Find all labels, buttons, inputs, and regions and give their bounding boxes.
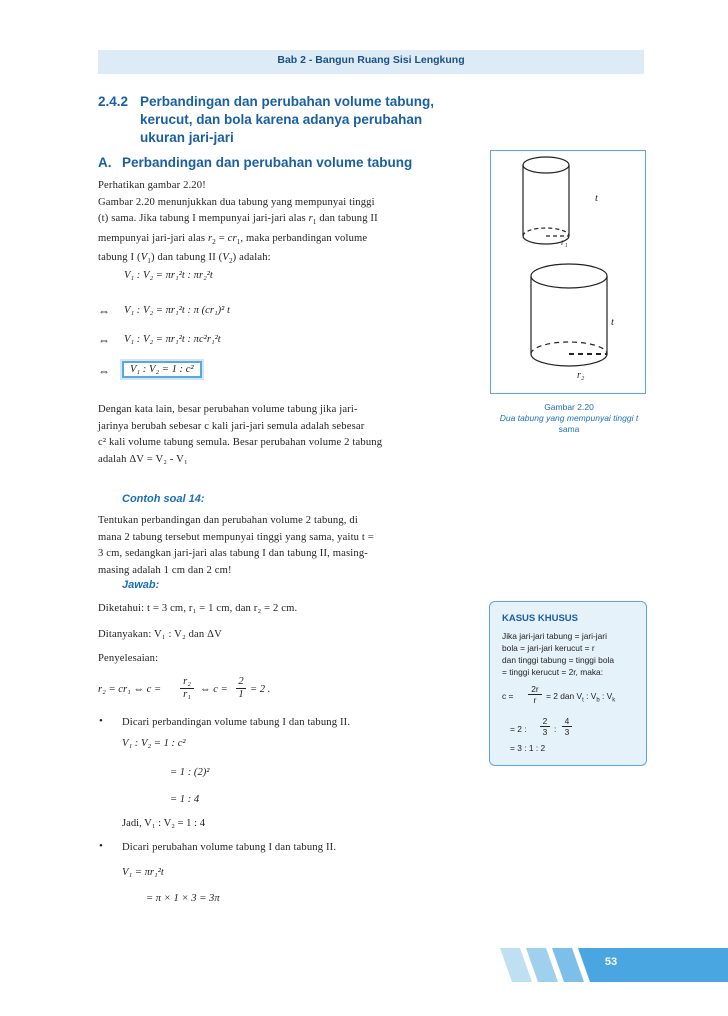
- special-case-frac-2-3: 2 3: [540, 716, 550, 737]
- derivation-result-box: V₁ : V₂ = 1 : c²: [122, 361, 202, 378]
- conclusion-line4: adalah ΔV = V₂ - V₁: [98, 453, 188, 465]
- bullet-1: •: [99, 715, 103, 727]
- relation-part-a: r₂ = cr₁ ⇔ c =: [98, 684, 162, 695]
- relation-part-b: ⇔ c =: [200, 684, 228, 695]
- figure-label-r1: r₁: [561, 237, 568, 247]
- iff-arrow-3: ⇔: [98, 364, 110, 378]
- section-title-line2: kerucut, dan bola karena adanya perubahan: [140, 112, 423, 127]
- special-case-ratio-final: = 3 : 1 : 2: [510, 743, 546, 753]
- figure-box: [490, 150, 646, 394]
- answer-title: Jawab:: [122, 579, 160, 591]
- page-number: 53: [604, 956, 618, 968]
- conclusion-line1: Dengan kata lain, besar perubahan volume tabung jika jari-: [98, 404, 358, 415]
- example-line1: Tentukan perbandingan dan perubahan volume 2 tabung, di: [98, 515, 358, 526]
- cylinders-illustration: [491, 151, 645, 393]
- special-case-ratio-colon: :: [554, 724, 557, 734]
- special-case-volumes: = 2 dan $V_t$ : $V_b$ : $V_k$: [546, 691, 616, 704]
- figure-caption-title: Gambar 2.20: [544, 402, 594, 412]
- special-case-text: Jika jari-jari tabung = jari-jari bola = jari-jari kerucut = r dan tinggi tabung = tinggi bola = tinggi kerucut = 2r, maka:: [502, 631, 614, 677]
- conclusion-paragraph: [98, 402, 470, 468]
- subsection-title: Perbandingan dan perubahan volume tabung: [122, 155, 413, 170]
- figure-label-r2: r₂: [577, 370, 585, 381]
- figure-label-t2: t: [611, 317, 614, 328]
- intro-line5: tabung I $(V_1)$ dan tabung II $(V_2)$ adalah:: [98, 252, 271, 266]
- relation-part-c: = 2 .: [250, 684, 271, 695]
- figure-label-t1: t: [595, 193, 598, 204]
- section-title-line1: Perbandingan dan perubahan volume tabung,: [140, 94, 435, 109]
- small-cylinder: [523, 157, 569, 244]
- known-values: Diketahui: t = 3 cm, r₁ = 1 cm, dan r₂ = 2 cm.: [98, 603, 298, 614]
- ratio-line2: = 1 : (2)²: [170, 767, 210, 778]
- volume-line1: V₁ = πr₁²t: [122, 867, 164, 878]
- bullet2-text: Dicari perubahan volume tabung I dan tabung II.: [122, 842, 337, 853]
- ratio-line3: = 1 : 4: [170, 794, 200, 805]
- intro-line3: (t) sama. Jika tabung I mempunyai jari-jari alas $r_1$ dan tabung II: [98, 213, 378, 227]
- special-case-fraction: 2r r: [528, 684, 542, 705]
- intro-line2: Gambar 2.20 menunjukkan dua tabung yang mempunyai tinggi: [98, 196, 375, 208]
- special-case-title: KASUS KHUSUS: [502, 613, 579, 624]
- solution-label: Penyelesaian:: [98, 653, 159, 664]
- bullet1-text: Dicari perbandingan volume tabung I dan tabung II.: [122, 717, 351, 728]
- subsection-label: A.: [98, 155, 112, 170]
- example-line3: 3 cm, sedangkan jari-jari alas tabung I dan tabung II, masing-: [98, 548, 368, 559]
- special-case-box: [489, 601, 647, 766]
- derivation-row3: V₁ : V₂ = πr₁²t : πc²r₁²t: [124, 334, 221, 345]
- special-case-ratio-prefix: = 2 :: [510, 724, 527, 734]
- conclusion-line2: jarinya berubah sebesar c kali jari-jari semula adalah sebesar: [98, 420, 365, 432]
- large-cylinder: [531, 264, 607, 366]
- derivation-row2: V₁ : V₂ = πr₁²t : π (cr₁)² t: [124, 305, 230, 316]
- example-line4: masing adalah 1 cm dan 2 cm!: [98, 564, 232, 576]
- example-line2: mana 2 tabung tersebut mempunyai tinggi yang sama, yaitu t =: [98, 531, 374, 543]
- question-values: Ditanyakan: V₁ : V₂ dan ΔV: [98, 629, 222, 640]
- fraction-2-over-1: 2 1: [236, 676, 246, 701]
- volume-line2: = π × 1 × 3 = 3π: [146, 893, 220, 904]
- ratio-line1: V₁ : V₂ = 1 : c²: [122, 738, 186, 749]
- intro-line1: Perhatikan gambar 2.20!: [98, 180, 206, 191]
- example-title: Contoh soal 14:: [122, 493, 205, 505]
- section-title-line3: ukuran jari-jari: [140, 130, 234, 145]
- bullet-2: •: [99, 840, 103, 852]
- figure-caption-line1: Dua tabung yang mempunyai tinggi t: [499, 413, 639, 423]
- conclusion-line3: c² kali volume tabung semula. Besar perubahan volume 2 tabung: [98, 437, 383, 448]
- figure-caption: [488, 402, 650, 435]
- derivation-row1: V₁ : V₂ = πr₁²t : πr₂²t: [124, 270, 213, 281]
- section-number: 2.4.2: [98, 94, 129, 109]
- example-paragraph: [98, 513, 470, 579]
- intro-paragraph: [98, 178, 470, 270]
- chapter-header: Bab 2 - Bangun Ruang Sisi Lengkung: [277, 54, 465, 66]
- iff-arrow-1: ⇔: [98, 304, 110, 318]
- special-case-frac-4-3: 4 3: [562, 716, 572, 737]
- fraction-r2-over-r1: r₂ r₁: [180, 676, 194, 701]
- figure-caption-line2: sama: [558, 424, 580, 434]
- special-case-c-label: c =: [502, 691, 514, 701]
- iff-arrow-2: ⇔: [98, 333, 110, 347]
- intro-line4: mempunyai jari-jari alas $r_2 = cr_1$, maka perbandingan volume: [98, 232, 368, 246]
- ratio-final: Jadi, V₁ : V₂ = 1 : 4: [122, 818, 206, 829]
